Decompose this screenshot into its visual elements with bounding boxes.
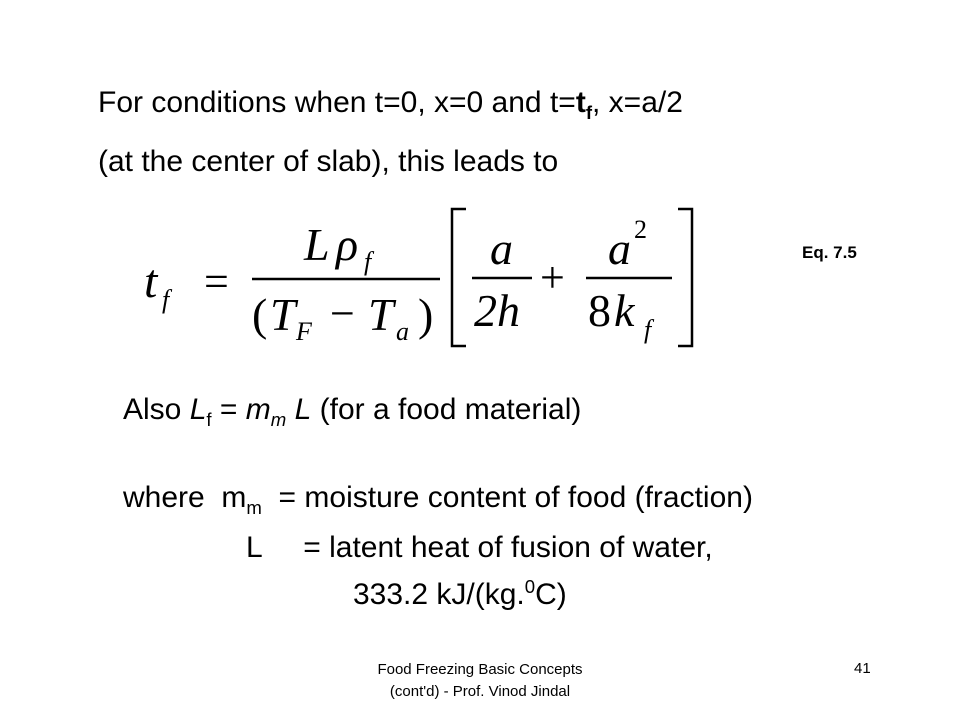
fraction2-numerator: a (608, 223, 631, 274)
equation-7-5 (140, 206, 700, 352)
numerator-L: L (304, 219, 330, 270)
also-equals: = (211, 393, 246, 426)
fraction2-exponent: 2 (634, 215, 647, 244)
also-m-symbol: m (245, 393, 271, 426)
value-text: 333.2 kJ/(kg. (353, 578, 525, 611)
intro-line-1-text: For conditions when t=0, x=0 and t= (98, 86, 576, 119)
also-L-symbol: L (286, 393, 312, 426)
numerator-rho: ρ (336, 219, 359, 270)
intro-tf-symbol: t (575, 86, 586, 119)
fraction2-denominator-k: k (614, 285, 635, 336)
footer-line-2: (cont'd) - Prof. Vinod Jindal (389, 683, 571, 700)
page-number: 41 (854, 660, 871, 677)
equals-sign: = (204, 257, 229, 306)
intro-tf-subscript: f (585, 102, 593, 123)
definition-mm-subscript: m (246, 497, 262, 518)
slide-footer (300, 659, 660, 703)
intro-line-2: (at the center of slab), this leads to (98, 145, 559, 178)
lhs-f-subscript: f (162, 285, 170, 314)
denominator-minus: − (330, 289, 355, 338)
definition-where-mm: where m (123, 481, 247, 514)
plus-sign: + (540, 253, 565, 302)
left-bracket (452, 209, 466, 346)
also-f-subscript: f (206, 409, 212, 430)
also-suffix: (for a food material) (311, 393, 582, 426)
fraction2-f-subscript: f (644, 315, 652, 344)
footer-line-1: Food Freezing Basic Concepts (377, 661, 583, 678)
value-unit-end: C) (535, 578, 567, 611)
also-statement (123, 393, 581, 431)
also-Lf-symbol: L (189, 393, 207, 426)
fraction1-denominator: 2h (474, 285, 520, 336)
fraction1-numerator: a (490, 223, 513, 274)
definition-mm (123, 481, 753, 519)
numerator-f-subscript: f (364, 247, 372, 276)
denominator-close-paren: ) (418, 289, 434, 340)
equation-label: Eq. 7.5 (802, 243, 857, 262)
fraction2-denominator-8: 8 (588, 285, 611, 336)
right-bracket (678, 209, 692, 346)
definition-L: L = latent heat of fusion of water, (246, 531, 713, 564)
lhs-t: t (144, 255, 158, 308)
denominator-a-subscript: a (396, 317, 409, 346)
intro-line-1 (98, 78, 683, 137)
also-prefix: Also (123, 393, 190, 426)
denominator-T: T (270, 289, 296, 340)
denominator-Ta: T (368, 289, 394, 340)
definition-mm-text: = moisture content of food (fraction) (261, 481, 753, 514)
also-m-subscript: m (270, 409, 287, 430)
definition-L-value (353, 576, 567, 612)
denominator-open-paren: ( (252, 289, 268, 340)
value-degree-superscript: 0 (524, 576, 536, 597)
intro-line-1-end: , x=a/2 (592, 86, 683, 119)
denominator-F-subscript: F (296, 317, 312, 346)
intro-text (98, 78, 683, 186)
